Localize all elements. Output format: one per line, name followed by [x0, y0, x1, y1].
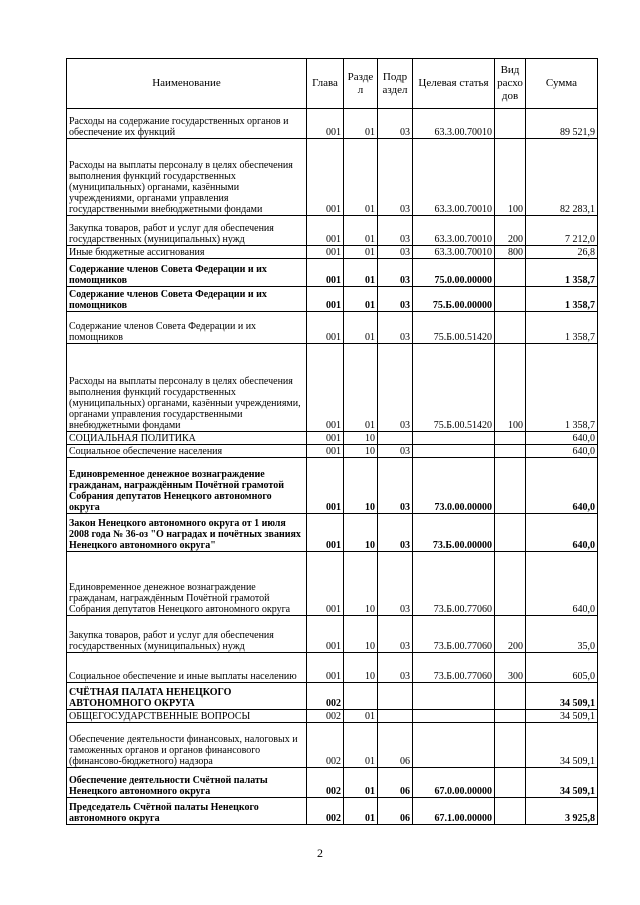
cell-name: Социальное обеспечение и иные выплаты населению: [67, 653, 307, 683]
table-row: [67, 216, 598, 246]
cell-chapter: 001: [307, 109, 344, 139]
cell-chapter: 001: [307, 514, 344, 552]
cell-target: [413, 710, 495, 723]
cell-target: 63.3.00.70010: [413, 246, 495, 259]
cell-chapter: 001: [307, 445, 344, 458]
cell-subsection: [378, 432, 413, 445]
cell-section: 01: [344, 312, 378, 344]
cell-section: 01: [344, 216, 378, 246]
cell-type: [495, 312, 526, 344]
cell-type: 800: [495, 246, 526, 259]
cell-name: Обеспечение деятельности Счётной палаты Ненецкого автономного округа: [67, 768, 307, 798]
table-row: [67, 552, 598, 616]
table-row: [67, 723, 598, 768]
cell-sum: 605,0: [526, 653, 598, 683]
cell-sum: 34 509,1: [526, 723, 598, 768]
cell-name: Единовременное денежное вознаграждение гражданам, награждённым Почётной грамотой Собрания депутатов Ненецкого автономного округа: [67, 458, 307, 514]
cell-chapter: 001: [307, 287, 344, 312]
table-row: [67, 458, 598, 514]
cell-name: Расходы на содержание государственных органов и обеспечение их функций: [67, 109, 307, 139]
cell-chapter: 001: [307, 312, 344, 344]
cell-type: [495, 723, 526, 768]
cell-section: 01: [344, 768, 378, 798]
table-row: [67, 710, 598, 723]
cell-target: [413, 432, 495, 445]
cell-target: 73.Б.00.77060: [413, 653, 495, 683]
cell-section: 01: [344, 287, 378, 312]
cell-name: СОЦИАЛЬНАЯ ПОЛИТИКА: [67, 432, 307, 445]
cell-target: [413, 683, 495, 710]
cell-type: 300: [495, 653, 526, 683]
cell-chapter: 002: [307, 798, 344, 825]
cell-section: 10: [344, 552, 378, 616]
cell-type: [495, 552, 526, 616]
cell-sum: 34 509,1: [526, 768, 598, 798]
cell-subsection: 03: [378, 216, 413, 246]
cell-chapter: 002: [307, 683, 344, 710]
cell-subsection: 06: [378, 723, 413, 768]
cell-section: 10: [344, 514, 378, 552]
cell-section: 10: [344, 616, 378, 653]
cell-subsection: 03: [378, 259, 413, 287]
cell-target: 63.3.00.70010: [413, 109, 495, 139]
cell-section: 10: [344, 458, 378, 514]
cell-subsection: [378, 710, 413, 723]
budget-table: [66, 58, 598, 825]
cell-type: 100: [495, 344, 526, 432]
table-row: [67, 259, 598, 287]
cell-name: Закон Ненецкого автономного округа от 1 июля 2008 года № 36-оз "О наградах и почётных званиях Ненецкого автономного округа": [67, 514, 307, 552]
cell-sum: 26,8: [526, 246, 598, 259]
cell-target: 63.3.00.70010: [413, 139, 495, 216]
cell-sum: 1 358,7: [526, 344, 598, 432]
cell-section: 01: [344, 259, 378, 287]
cell-type: [495, 259, 526, 287]
cell-chapter: 001: [307, 653, 344, 683]
cell-type: 200: [495, 216, 526, 246]
cell-section: [344, 683, 378, 710]
cell-chapter: 001: [307, 458, 344, 514]
cell-chapter: 001: [307, 139, 344, 216]
cell-section: 10: [344, 445, 378, 458]
cell-section: 01: [344, 344, 378, 432]
table-row: [67, 109, 598, 139]
table-row: [67, 798, 598, 825]
cell-type: 100: [495, 139, 526, 216]
table-header-row: [67, 59, 598, 109]
cell-sum: 82 283,1: [526, 139, 598, 216]
cell-target: 73.0.00.00000: [413, 458, 495, 514]
cell-subsection: 03: [378, 445, 413, 458]
header-chapter: Глава: [307, 59, 344, 109]
cell-sum: 640,0: [526, 458, 598, 514]
cell-subsection: [378, 683, 413, 710]
cell-chapter: 001: [307, 344, 344, 432]
cell-target: 75.0.00.00000: [413, 259, 495, 287]
cell-subsection: 03: [378, 514, 413, 552]
cell-section: 10: [344, 432, 378, 445]
cell-chapter: 001: [307, 259, 344, 287]
table-row: [67, 683, 598, 710]
cell-target: 75.Б.00.00000: [413, 287, 495, 312]
cell-section: 01: [344, 723, 378, 768]
cell-sum: 34 509,1: [526, 710, 598, 723]
cell-section: 10: [344, 653, 378, 683]
cell-chapter: 001: [307, 616, 344, 653]
header-section: Разде л: [344, 59, 378, 109]
cell-sum: 1 358,7: [526, 259, 598, 287]
cell-sum: 1 358,7: [526, 312, 598, 344]
cell-type: 200: [495, 616, 526, 653]
cell-target: [413, 723, 495, 768]
cell-sum: 640,0: [526, 432, 598, 445]
cell-sum: 35,0: [526, 616, 598, 653]
cell-chapter: 002: [307, 710, 344, 723]
cell-sum: 3 925,8: [526, 798, 598, 825]
cell-chapter: 001: [307, 552, 344, 616]
header-target: Целевая статья: [413, 59, 495, 109]
cell-name: Социальное обеспечение населения: [67, 445, 307, 458]
cell-target: 67.0.00.00000: [413, 768, 495, 798]
cell-target: 63.3.00.70010: [413, 216, 495, 246]
cell-name: Содержание членов Совета Федерации и их помощников: [67, 287, 307, 312]
cell-target: 67.1.00.00000: [413, 798, 495, 825]
cell-name: Закупка товаров, работ и услуг для обеспечения государственных (муниципальных) нужд: [67, 216, 307, 246]
header-type: Вид расхо дов: [495, 59, 526, 109]
cell-target: 75.Б.00.51420: [413, 312, 495, 344]
cell-sum: 640,0: [526, 514, 598, 552]
cell-name: Расходы на выплаты персоналу в целях обеспечения выполнения функций государственных (муниципальных) органами, казённыи учреждениями, органами управления государственными внебюджетными фондами: [67, 344, 307, 432]
header-name: Наименование: [67, 59, 307, 109]
table-row: [67, 344, 598, 432]
table-row: [67, 653, 598, 683]
cell-subsection: 03: [378, 109, 413, 139]
cell-subsection: 06: [378, 768, 413, 798]
cell-chapter: 002: [307, 768, 344, 798]
cell-sum: 640,0: [526, 445, 598, 458]
cell-name: Содержание членов Совета Федерации и их помощников: [67, 259, 307, 287]
cell-name: Председатель Счётной палаты Ненецкого автономного округа: [67, 798, 307, 825]
cell-chapter: 001: [307, 246, 344, 259]
cell-subsection: 03: [378, 312, 413, 344]
cell-name: Обеспечение деятельности финансовых, налоговых и таможенных органов и органов финансового (финансово-бюджетного) надзора: [67, 723, 307, 768]
cell-subsection: 03: [378, 246, 413, 259]
cell-subsection: 03: [378, 139, 413, 216]
table-row: [67, 616, 598, 653]
table-row: [67, 287, 598, 312]
table-row: [67, 445, 598, 458]
cell-target: 75.Б.00.51420: [413, 344, 495, 432]
cell-sum: 34 509,1: [526, 683, 598, 710]
header-sum: Сумма: [526, 59, 598, 109]
cell-type: [495, 798, 526, 825]
cell-target: 73.Б.00.77060: [413, 616, 495, 653]
cell-target: 73.Б.00.00000: [413, 514, 495, 552]
cell-section: 01: [344, 246, 378, 259]
table-body: [67, 109, 598, 825]
cell-chapter: 002: [307, 723, 344, 768]
table-row: [67, 432, 598, 445]
cell-name: Единовременное денежное вознаграждение гражданам, награждённым Почётной грамотой Собрания депутатов Ненецкого автономного округа: [67, 552, 307, 616]
cell-subsection: 03: [378, 344, 413, 432]
cell-type: [495, 768, 526, 798]
cell-section: 01: [344, 139, 378, 216]
cell-type: [495, 683, 526, 710]
cell-type: [495, 432, 526, 445]
table-row: [67, 139, 598, 216]
cell-section: 01: [344, 710, 378, 723]
cell-subsection: 03: [378, 653, 413, 683]
table-row: [67, 246, 598, 259]
cell-target: [413, 445, 495, 458]
cell-type: [495, 109, 526, 139]
cell-chapter: 001: [307, 216, 344, 246]
cell-sum: 1 358,7: [526, 287, 598, 312]
cell-subsection: 03: [378, 287, 413, 312]
cell-type: [495, 458, 526, 514]
cell-subsection: 03: [378, 616, 413, 653]
table-row: [67, 514, 598, 552]
table-row: [67, 768, 598, 798]
cell-sum: 640,0: [526, 552, 598, 616]
cell-section: 01: [344, 798, 378, 825]
cell-name: Закупка товаров, работ и услуг для обеспечения государственных (муниципальных) нужд: [67, 616, 307, 653]
cell-name: Содержание членов Совета Федерации и их помощников: [67, 312, 307, 344]
cell-name: Расходы на выплаты персоналу в целях обеспечения выполнения функций государственных (муниципальных) органами, казёнными учреждениями, органами управления государственными внебюджетными фондами: [67, 139, 307, 216]
cell-sum: 89 521,9: [526, 109, 598, 139]
header-subsection: Подр аздел: [378, 59, 413, 109]
cell-name: Иные бюджетные ассигнования: [67, 246, 307, 259]
cell-subsection: 03: [378, 552, 413, 616]
cell-sum: 7 212,0: [526, 216, 598, 246]
cell-subsection: 03: [378, 458, 413, 514]
cell-name: СЧЁТНАЯ ПАЛАТА НЕНЕЦКОГО АВТОНОМНОГО ОКРУГА: [67, 683, 307, 710]
cell-type: [495, 514, 526, 552]
cell-type: [495, 710, 526, 723]
cell-section: 01: [344, 109, 378, 139]
cell-type: [495, 287, 526, 312]
page-number: 2: [317, 846, 323, 860]
table-row: [67, 312, 598, 344]
cell-chapter: 001: [307, 432, 344, 445]
cell-target: 73.Б.00.77060: [413, 552, 495, 616]
cell-name: ОБЩЕГОСУДАРСТВЕННЫЕ ВОПРОСЫ: [67, 710, 307, 723]
cell-type: [495, 445, 526, 458]
cell-subsection: 06: [378, 798, 413, 825]
